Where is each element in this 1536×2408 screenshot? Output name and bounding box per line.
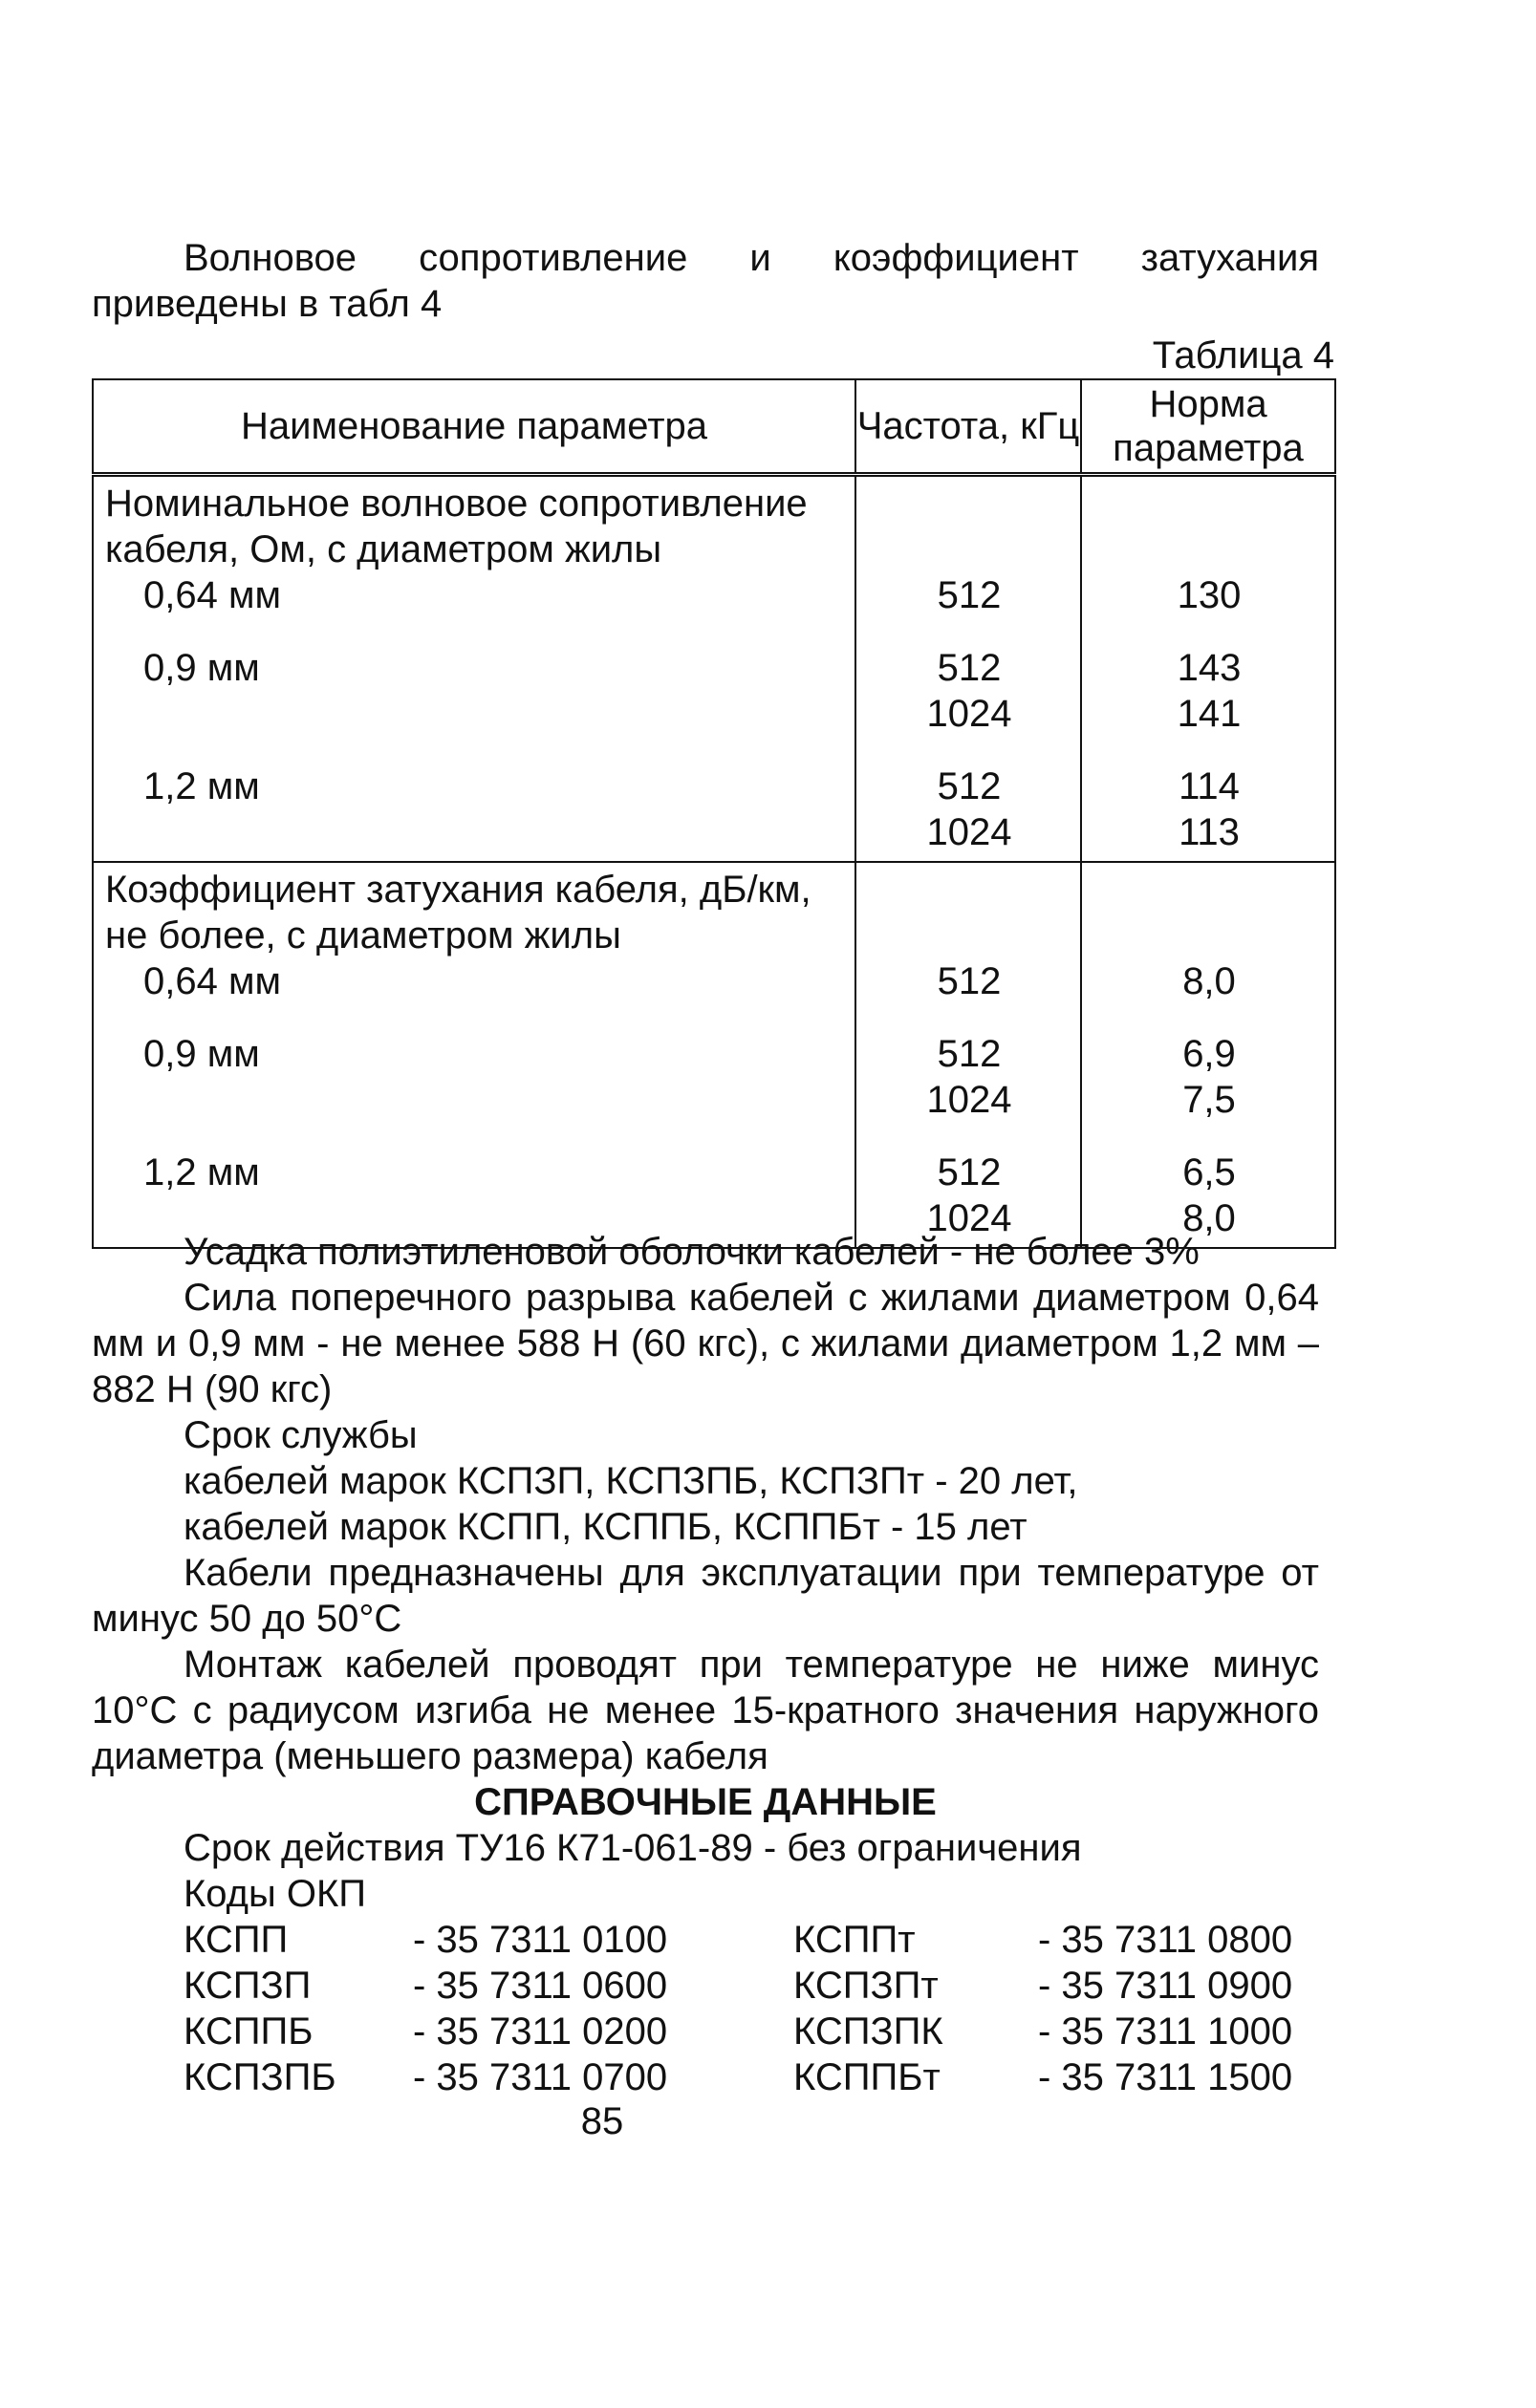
- norm-value: 8,0: [1182, 960, 1236, 1002]
- row-spacer: [105, 618, 845, 645]
- table-header-row: [93, 379, 1335, 475]
- frequency-cell: [855, 862, 1081, 1248]
- frequency-value: 512: [937, 1033, 1002, 1075]
- parameter-cell-content: [94, 477, 855, 861]
- norm-cell: [1081, 475, 1335, 863]
- row-spacer: [105, 1004, 845, 1031]
- table-group-row: [93, 475, 1335, 863]
- diameter-label: 0,64 мм: [143, 574, 281, 616]
- title-spacer: [868, 481, 1071, 572]
- intro-paragraph: Волновое сопротивление и коэффициент затухания приведены в табл 4: [92, 237, 1319, 325]
- parameter-group-title: Коэффициент затухания кабеля, дБ/км, не более, с диаметром жилы: [105, 869, 811, 957]
- parameters-table: [92, 378, 1336, 1249]
- body-text: [92, 1229, 1319, 1779]
- okp-code: - 35 7311 0800: [1038, 1919, 1293, 1961]
- okp-code-row: [184, 1963, 1330, 2009]
- parameter-cell-content: [94, 863, 855, 1247]
- parameter-cell: [93, 475, 855, 863]
- frequency-value: 512: [937, 960, 1002, 1002]
- norm-cell-content: [1082, 477, 1334, 861]
- frequency-cell-content: [856, 863, 1080, 1247]
- okp-code: - 35 7311 0900: [1038, 1965, 1293, 2007]
- frequency-value: 512: [937, 574, 1002, 616]
- okp-codes-list: [184, 1917, 1330, 2100]
- parameter-cell: [93, 862, 855, 1248]
- parameter-group-title: Номинальное волновое сопротивление кабеля, Ом, с диаметром жилы: [105, 483, 808, 570]
- okp-codes-label: Коды ОКП: [184, 1873, 367, 1915]
- frequency-cell-content: [856, 477, 1080, 861]
- diameter-label: 1,2 мм: [143, 765, 260, 807]
- frequency-value: 1024: [926, 1197, 1012, 1239]
- title-spacer: [1093, 481, 1325, 572]
- row-spacer: [1093, 737, 1325, 763]
- cable-brand: КСППБ: [184, 2010, 314, 2053]
- frequency-value: 1024: [926, 693, 1012, 735]
- norm-cell: [1081, 862, 1335, 1248]
- header-parameter-name: Наименование параметра: [93, 379, 855, 475]
- table-caption: Таблица 4: [1152, 334, 1334, 376]
- row-spacer: [868, 618, 1071, 645]
- okp-code: - 35 7311 0600: [413, 1965, 668, 2007]
- row-spacer: [105, 737, 845, 763]
- row-spacer: [105, 1123, 845, 1150]
- diameter-label: 0,9 мм: [143, 1033, 260, 1075]
- title-spacer: [868, 867, 1071, 958]
- shrinkage-paragraph: Усадка полиэтиленовой оболочки кабелей - не более 3%: [184, 1231, 1200, 1273]
- diameter-spacer: [105, 809, 845, 855]
- operating-temperature-paragraph: Кабели предназначены для эксплуатации при температуре от минус 50 до 50°С: [92, 1552, 1319, 1640]
- cable-brand: КСПЗПК: [793, 2010, 943, 2053]
- norm-value: 8,0: [1182, 1197, 1236, 1239]
- cable-brand: КСППБт: [793, 2056, 941, 2098]
- reference-lines: [184, 1825, 1082, 1917]
- row-spacer: [868, 737, 1071, 763]
- cable-brand: КСПЗПБ: [184, 2056, 336, 2098]
- norm-value: 114: [1179, 765, 1240, 807]
- frequency-value: 1024: [926, 811, 1012, 853]
- diameter-label: 0,64 мм: [143, 960, 281, 1002]
- validity-line: Срок действия ТУ16 К71-061-89 - без ограничения: [184, 1827, 1082, 1869]
- okp-code: - 35 7311 1000: [1038, 2010, 1293, 2053]
- reference-heading: СПРАВОЧНЫЕ ДАННЫЕ: [474, 1781, 937, 1823]
- header-norm: Норма параметра: [1081, 379, 1335, 475]
- norm-value: 130: [1177, 574, 1242, 616]
- frequency-value: 512: [937, 765, 1002, 807]
- service-life-line-2: кабелей марок КСПП, КСППБ, КСППБт - 15 лет: [184, 1506, 1028, 1548]
- norm-value: 6,9: [1182, 1033, 1236, 1075]
- okp-code-row: [184, 1917, 1330, 1963]
- tensile-paragraph: Сила поперечного разрыва кабелей с жилами диаметром 0,64 мм и 0,9 мм - не менее 588 Н (60 кгс), с жилами диаметром 1,2 мм – 882 Н (90 кгс): [92, 1277, 1319, 1410]
- norm-cell-content: [1082, 863, 1334, 1247]
- okp-code-row: [184, 2054, 1330, 2100]
- frequency-value: 512: [937, 647, 1002, 689]
- diameter-spacer: [105, 1077, 845, 1123]
- row-spacer: [1093, 618, 1325, 645]
- frequency-value: 512: [937, 1151, 1002, 1193]
- service-life-heading: Срок службы: [184, 1414, 418, 1456]
- diameter-label: 0,9 мм: [143, 647, 260, 689]
- okp-code: - 35 7311 0200: [413, 2010, 668, 2053]
- installation-paragraph: Монтаж кабелей проводят при температуре не ниже минус 10°С с радиусом изгиба не менее 15-кратного значения наружного диаметра (меньшего размера) кабеля: [92, 1644, 1319, 1777]
- header-frequency: Частота, кГц: [855, 379, 1081, 475]
- row-spacer: [1093, 1123, 1325, 1150]
- row-spacer: [1093, 1004, 1325, 1031]
- norm-value: 6,5: [1182, 1151, 1236, 1193]
- cable-brand: КСППт: [793, 1919, 916, 1961]
- frequency-cell: [855, 475, 1081, 863]
- title-spacer: [1093, 867, 1325, 958]
- norm-value: 141: [1177, 693, 1242, 735]
- okp-code-row: [184, 2009, 1330, 2054]
- page-number: 85: [580, 2100, 624, 2142]
- okp-code: - 35 7311 0700: [413, 2056, 668, 2098]
- okp-code: - 35 7311 1500: [1038, 2056, 1293, 2098]
- cable-brand: КСПП: [184, 1919, 289, 1961]
- okp-code: - 35 7311 0100: [413, 1919, 668, 1961]
- row-spacer: [868, 1123, 1071, 1150]
- norm-value: 7,5: [1182, 1079, 1236, 1121]
- norm-value: 113: [1179, 811, 1240, 853]
- row-spacer: [868, 1004, 1071, 1031]
- norm-value: 143: [1177, 647, 1242, 689]
- table-group-row: [93, 862, 1335, 1248]
- cable-brand: КСПЗП: [184, 1965, 312, 2007]
- diameter-label: 1,2 мм: [143, 1151, 260, 1193]
- frequency-value: 1024: [926, 1079, 1012, 1121]
- diameter-spacer: [105, 691, 845, 737]
- document-page: [92, 0, 1334, 2408]
- cable-brand: КСПЗПт: [793, 1965, 939, 2007]
- service-life-line-1: кабелей марок КСПЗП, КСПЗПБ, КСПЗПт - 20 лет,: [184, 1460, 1078, 1502]
